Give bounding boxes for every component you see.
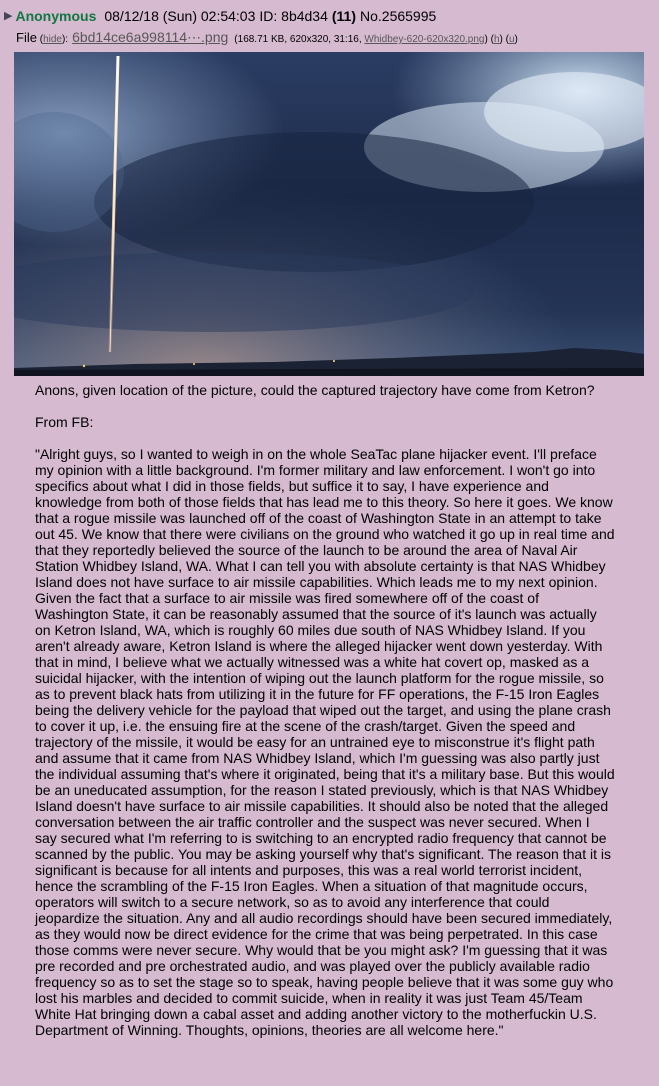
file-label: File	[16, 30, 37, 45]
post-image[interactable]	[14, 52, 644, 376]
hide-paren: (hide):	[36, 34, 69, 45]
message-paragraph: "Alright guys, so I wanted to weigh in on the whole SeaTac plane hijacker event. I'll preface my opinion with a little background. I'm former military and law enforcement. I won't go into specifics about what I did in those fields, but suffice it to say, I have experience and knowledge from both of those fields that has lead me to this theory. So here it goes. We know that a rogue missile was launched off of the coast of Washington State in an attempt to take out 45. We know that there were civilians on the ground who watched it go up in real time and that they reportedly believed the source of the launch to be around the area of Naval Air Station Whidbey Island, WA. What I can tell you with absolute certainty is that NAS Whidbey Island does not have surface to air missile capabilities. Which leads me to my next opinion. Given the fact that a surface to air missile was fired somewhere off of the coast of Washington State, it can be reasonably assumed that the source of it's launch was actually on Ketron Island, WA, which is roughly 60 miles due south of NAS Whidbey Island. If you aren't already aware, Ketron Island is where the alleged hijacker went down yesterday. With that in mind, I believe what we actually witnessed was a white hat covert op, masked as a suicidal hijacker, with the intention of wiping out the launch platform for the rogue missile, so as to prevent black hats from utilizing it in the future for FF operations, the F-15 Iron Eagles being the delivery vehicle for the payload that wiped out the target, and using the plane crash to cover it up, i.e. the ensuing fire at the scene of the crash/target. Given the speed and trajectory of the missile, it would be easy for an untrained eye to misconstrue it's flight path and assume that it came from NAS Whidbey Island, which I'm guessing was also partly just the individual assuming that's where it originated, being that it's a military base. But this would be an uneducated assumption, for the reason I stated previously, which is that NAS Whidbey Island doesn't have surface to air missile capabilities. It should also be noted that the alleged conversation between the air traffic controller and the suspect was never secured. When I say secured what I'm referring to is switching to an encrypted radio frequency that cannot be scanned by the public. You may be asking yourself why that's significant. The reason that it is significant is because for all intents and purposes, this was a real world terrorist incident, hence the scrambling of the F-15 Iron Eagles. When a situation of that magnitude occurs, operators will switch to a secure network, so as to avoid any interference that could jeopardize the situation. Any and all audio recordings should have been secured immediately, as they would now be direct evidence for the crime that was being perpetrated. In this case those comms were never secure. Why would that be you might ask? I'm guessing that it was pre recorded and pre orchestrated audio, and was played over the publicly available radio frequency so as to set the stage so to speak, having people believe that it was some guy who lost his marbles and decided to commit suicide, when in reality it was just Team 45/Team White Hat bringing down a cabal asset and adding another victory to the motherfuckin U.S. Department of Winning. Thoughts, opinions, theories are all welcome here."	[35, 446, 615, 1038]
id-post-count: (11)	[331, 8, 356, 24]
post-header	[4, 8, 436, 24]
h-link[interactable]: h	[493, 34, 500, 45]
message-paragraph: From FB:	[35, 414, 94, 430]
post-message	[35, 382, 615, 1054]
post-datetime: 08/12/18 (Sun) 02:54:03	[104, 8, 256, 24]
poster-id[interactable]: ID: 8b4d34	[259, 8, 328, 24]
hide-link[interactable]: hide	[43, 34, 62, 45]
original-filename-link[interactable]: Whidbey-620-620x320.png	[364, 34, 485, 45]
poster-name: Anonymous	[15, 8, 97, 24]
u-link[interactable]: u	[508, 34, 515, 45]
file-meta-prefix: (168.71 KB, 620x320, 31:16,	[234, 34, 362, 45]
file-info	[16, 29, 518, 45]
post-menu-arrow-icon[interactable]: ▶	[4, 10, 13, 22]
cloudy-sky-missile-trail-image	[14, 52, 644, 376]
post-number-link[interactable]: No.2565995	[360, 8, 437, 24]
message-paragraph: Anons, given location of the picture, could the captured trajectory have come from Ketron?	[35, 382, 595, 398]
file-name-link[interactable]: 6bd14ce6a998114⋯.png	[72, 29, 229, 45]
file-meta: (168.71 KB, 620x320, 31:16, Whidbey-620-620x320.png) (h) (u)	[234, 34, 518, 45]
